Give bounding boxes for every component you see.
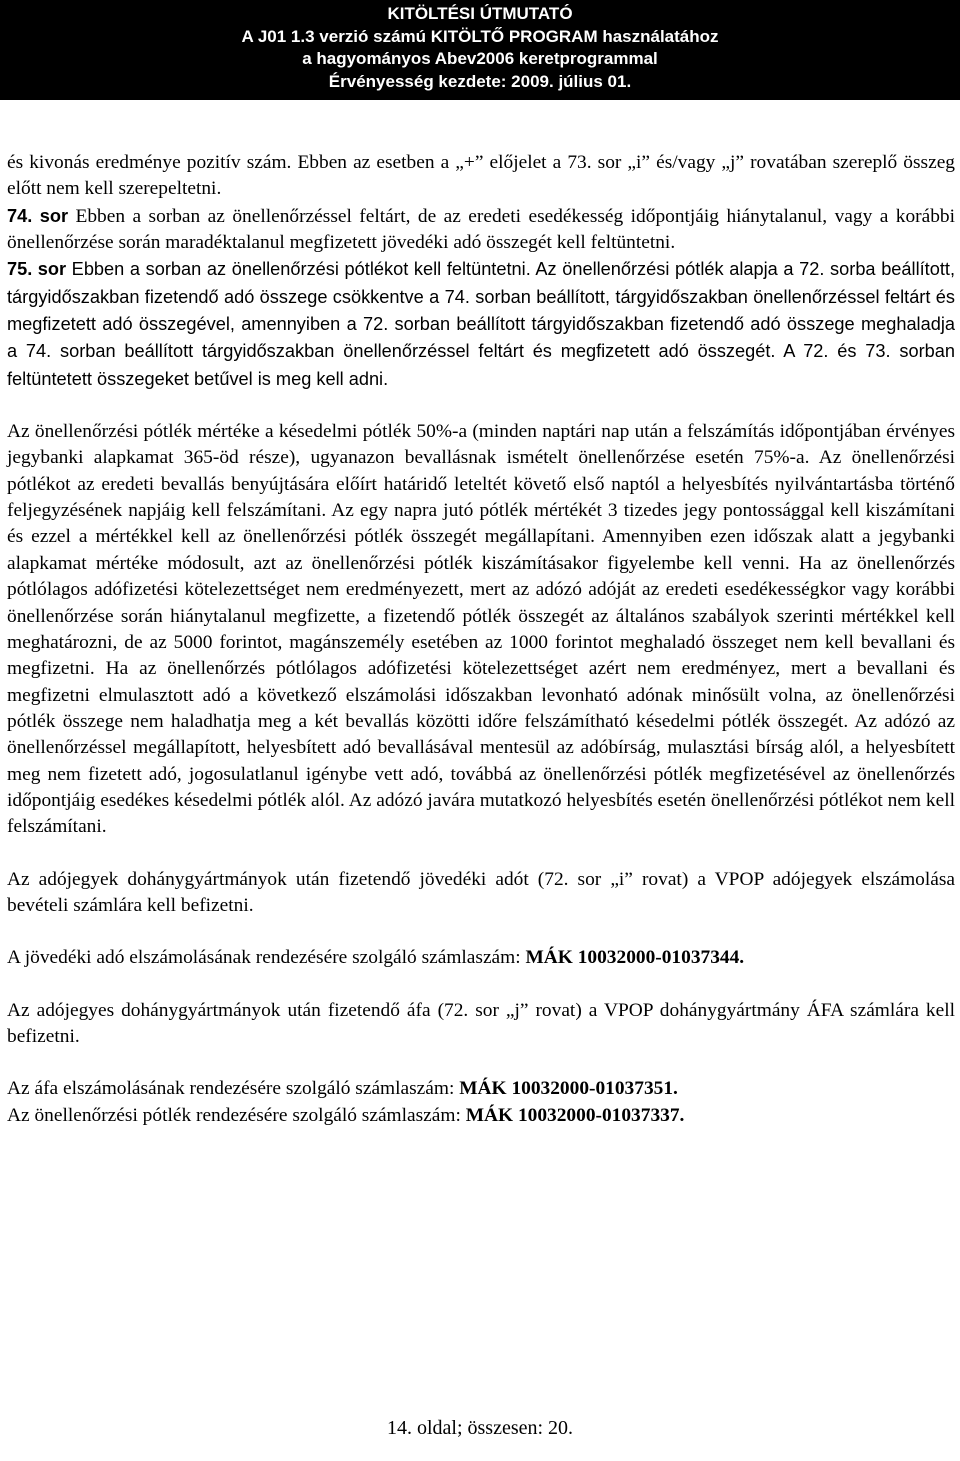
paragraph-row-75 <box>7 256 955 393</box>
row-keyword: sor <box>37 259 67 280</box>
paragraph-vat-payment: Az adójegyes dohánygyártmányok után fizetendő áfa (72. sor „j” rovat) a VPOP dohánygyártmány ÁFA számlára kell befizetni. <box>7 999 955 1047</box>
document-body <box>7 150 955 1129</box>
paragraph-excise-account <box>7 945 955 971</box>
header-program-version: A J01 1.3 verzió számú KITÖLTŐ PROGRAM használatához <box>241 26 719 46</box>
vat-account-number: MÁK 10032000-01037351. <box>459 1078 678 1100</box>
page-number-footer: 14. oldal; összesen: 20. <box>386 1417 574 1439</box>
row-75-text: Ebben a sorban az önellenőrzési pótlékot kell feltüntetni. Az önellenőrzési pótlék alapja a 72. sorba beállított, tárgyidőszakban fizetendő adó összege csökkentve a 74. sorban beállított, tárgyidőszakban önellenőrzéssel feltárt és megfizetett adó összegével, amennyiben a 72. sorban beállított tárgyidőszakban fizetendő adó összege meghaladja a 74. sorban beállított tárgyidőszakban önellenőrzéssel feltárt és megfizetett adó összegét. A 72. és 73. sorban feltüntetett összegeket betűvel is meg kell adni. <box>7 259 955 389</box>
paragraph-surcharge-account <box>7 1103 955 1129</box>
paragraph-surcharge-rules: Az önellenőrzési pótlék mértéke a késedelmi pótlék 50%-a (minden naptári nap után a felszámítás időpontjában érvényes jegybanki alapkamat 365-öd része), ugyanazon bevallásnak ismételt önellenőrzése esetén 75%-a. Az önellenőrzési pótlékot az eredeti bevallás benyújtására előírt határidő leteltét követő első naptól a helyesbítés nyilvántartásba történő feljegyzésének napjáig kell felszámítani. Az egy napra jutó pótlék mértékét 3 tizedes jegy pontossággal kell kiszámítani és ezzel a mértékkel kell az önellenőrzési pótlék összegét megállapítani. Amennyiben ezen időszak alatt a jegybanki alapkamat mértéke módosult, azt az önellenőrzési pótlék kiszámításakor figyelembe kell venni. Ha az önellenőrzés pótlólagos adófizetési kötelezettséget nem eredményezett, mert az adózó adóját az eredeti esedékességkor vagy korábbi önellenőrzése során hiánytalanul megfizette, a fizetendő pótlék összegét az általános szabályok szerinti mértékkel kell meghatározni, de az 5000 forintot, magánszemély esetében az 1000 forintot meghaladó összeget nem kell bevallani és megfizetni. Ha az önellenőrzés pótlólagos adófizetési kötelezettséget azért nem eredményez, mert a bevallani és megfizetni elmulasztott adó a következő elszámolási időszakban levonható adónak minősült volna, az önellenőrzési pótlék összege nem haladhatja meg a két bevallás közötti időre felszámítható késedelmi pótlék összegét. Az adózó az önellenőrzéssel megállapított, helyesbített adó bevallásával mentesül az adóbírság, mulasztási bírság alól, a helyesbített meg nem fizetett adó, jogosulatlanul igénybe vett adó, továbbá az önellenőrzési pótlék megfizetésével az önellenőrzés időpontjáig esedékes késedelmi pótlék alól. Az adózó javára mutatkozó helyesbítés esetén önellenőrzési pótlékot nem kell felszámítani. <box>7 421 955 838</box>
row-number: 74. <box>7 205 33 226</box>
excise-account-number: MÁK 10032000-01037344. <box>525 947 745 969</box>
excise-account-label: A jövedéki adó elszámolásának rendezésére szolgáló számlaszám: <box>7 947 526 969</box>
paragraph-tax-stamp-payment: Az adójegyek dohánygyártmányok után fizetendő jövedéki adót (72. sor „i” rovat) a VPOP adójegyek elszámolása bevételi számlára kell befizetni. <box>7 868 955 916</box>
paragraph-sign-note: és kivonás eredménye pozitív szám. Ebben az esetben a „+” előjelet a 73. sor „i” és/vagy „j” rovatában szereplő összeg előtt nem kell szerepeltetni. <box>7 152 955 200</box>
paragraph-row-74 <box>7 203 955 257</box>
vat-account-label: Az áfa elszámolásának rendezésére szolgáló számlaszám: <box>7 1078 460 1100</box>
row-number: 75. <box>7 259 33 280</box>
surcharge-account-label: Az önellenőrzési pótlék rendezésére szolgáló számlaszám: <box>7 1104 466 1126</box>
row-74-text: Ebben a sorban az önellenőrzéssel feltárt, de az eredeti esedékesség időpontjáig hiánytalanul, vagy a korábbi önellenőrzése során maradéktalanul megfizetett jövedéki adó összegét kell feltüntetni. <box>7 205 955 254</box>
surcharge-account-number: MÁK 10032000-01037337. <box>465 1104 685 1126</box>
paragraph-vat-account <box>7 1076 955 1102</box>
header-title: KITÖLTÉSI ÚTMUTATÓ <box>387 4 573 23</box>
row-keyword: sor <box>39 205 69 226</box>
header-framework: a hagyományos Abev2006 keretprogrammal <box>302 49 658 68</box>
header-banner <box>0 0 960 100</box>
header-validity-date: Érvényesség kezdete: 2009. július 01. <box>328 71 632 91</box>
